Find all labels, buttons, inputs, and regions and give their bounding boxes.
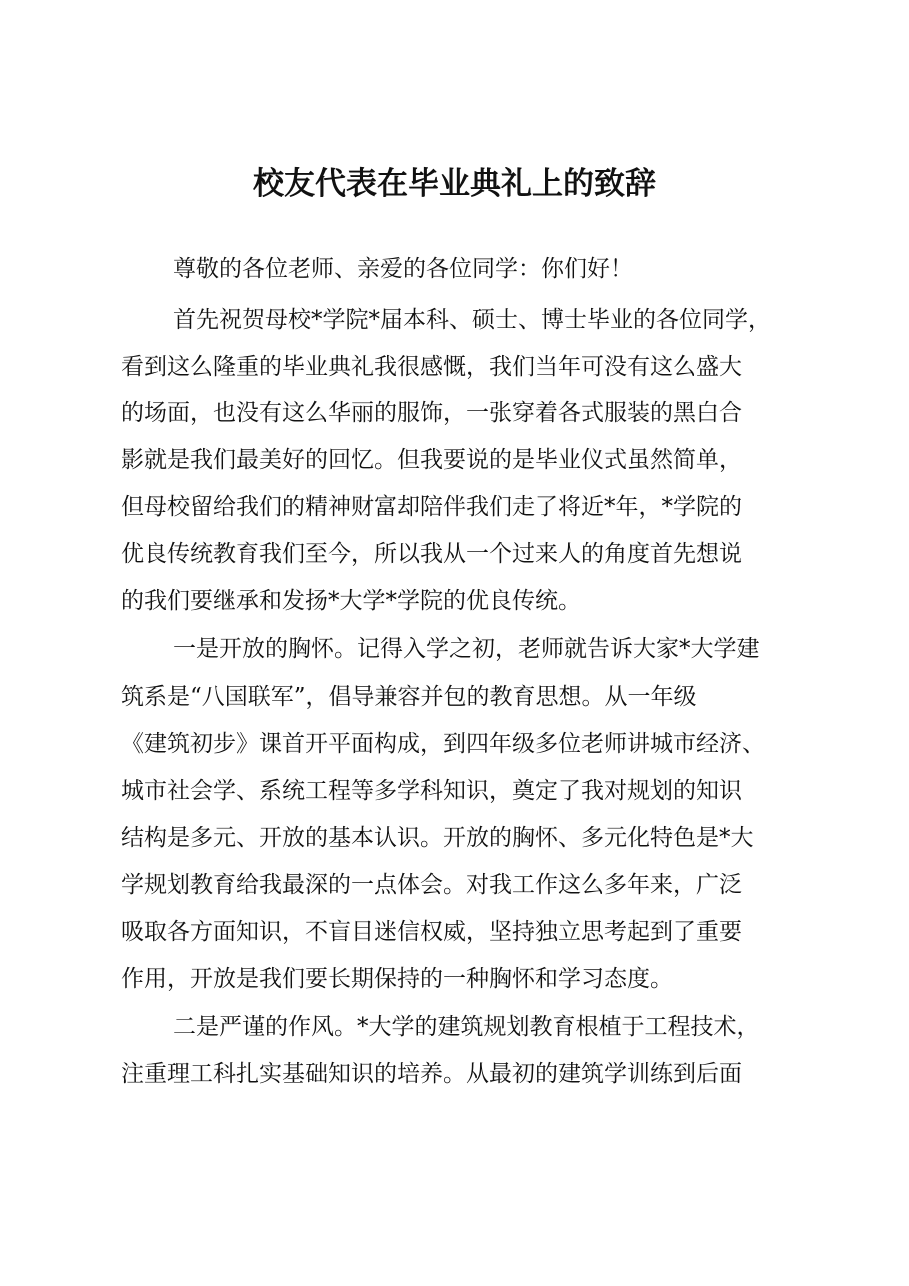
paragraph-3-line-2: 注重理工科扎实基础知识的培养。从最初的建筑学训练到后面 <box>121 1061 742 1087</box>
document-title: 校友代表在毕业典礼上的致辞 <box>253 166 656 202</box>
paragraph-1-line-2: 看到这么隆重的毕业典礼我很感慨，我们当年可没有这么盛大 <box>121 354 742 380</box>
paragraph-2-line-7: 吸取各方面知识，不盲目迷信权威，坚持独立思考起到了重要 <box>121 919 742 945</box>
paragraph-1-line-4: 影就是我们最美好的回忆。但我要说的是毕业仪式虽然简单， <box>121 447 742 473</box>
paragraph-1-line-6: 优良传统教育我们至今，所以我从一个过来人的角度首先想说 <box>121 541 742 567</box>
paragraph-2-line-2: 筑系是“八国联军”，倡导兼容并包的教育思想。从一年级 <box>121 684 697 710</box>
paragraph-2-line-3: 《建筑初步》课首开平面构成，到四年级多位老师讲城市经济、 <box>121 731 765 757</box>
paragraph-1-line-1: 首先祝贺母校*学院*届本科、硕士、博士毕业的各位同学， <box>173 307 771 333</box>
paragraph-1-line-3: 的场面，也没有这么华丽的服饰，一张穿着各式服装的黑白合 <box>121 400 742 426</box>
paragraph-2-line-5: 结构是多元、开放的基本认识。开放的胸怀、多元化特色是*大 <box>121 825 754 851</box>
paragraph-1-line-5: 但母校留给我们的精神财富却陪伴我们走了将近*年，*学院的 <box>121 494 742 520</box>
paragraph-1-line-7: 的我们要继承和发扬*大学*学院的优良传统。 <box>121 588 581 614</box>
paragraph-3-line-1: 二是严谨的作风。*大学的建筑规划教育根植于工程技术， <box>173 1014 760 1040</box>
salutation-line: 尊敬的各位老师、亲爱的各位同学：你们好！ <box>173 256 633 282</box>
paragraph-2-line-4: 城市社会学、系统工程等多学科知识，奠定了我对规划的知识 <box>121 778 742 804</box>
paragraph-2-line-8: 作用，开放是我们要长期保持的一种胸怀和学习态度。 <box>121 966 673 992</box>
paragraph-2-line-1: 一是开放的胸怀。记得入学之初，老师就告诉大家*大学建 <box>173 636 760 662</box>
paragraph-2-line-6: 学规划教育给我最深的一点体会。对我工作这么多年来，广泛 <box>121 872 742 898</box>
